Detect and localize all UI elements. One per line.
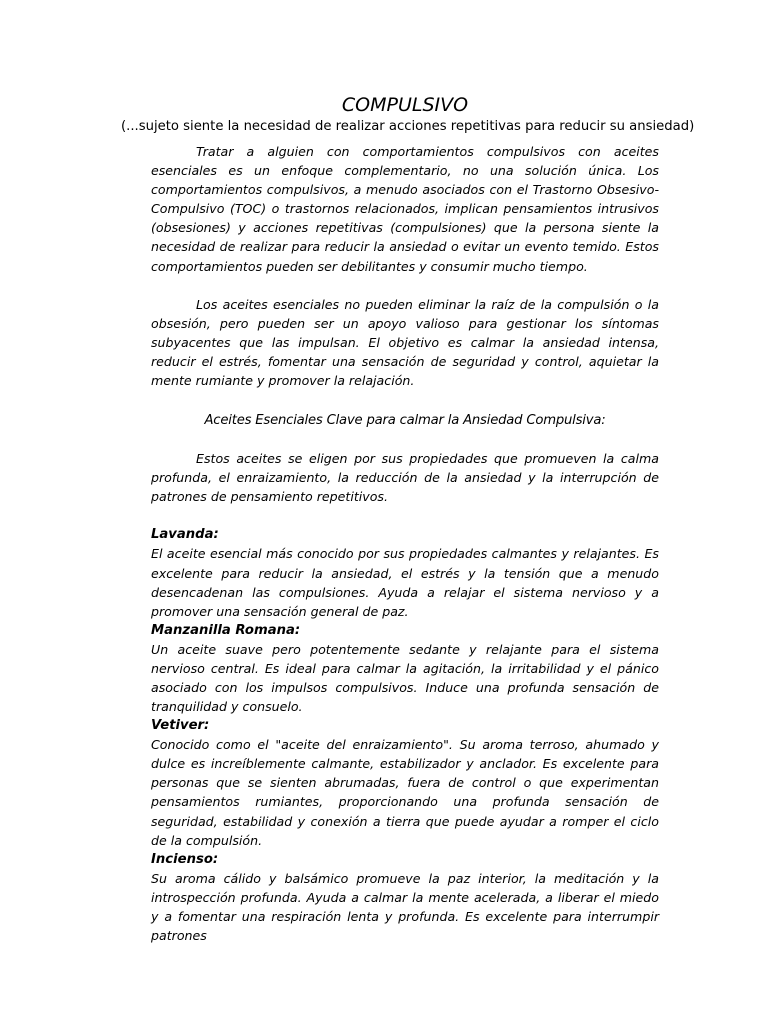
document-subtitle: (...sujeto siente la necesidad de realizar acciones repetitivas para reducir su ansiedad) [121,119,695,134]
section-heading: Aceites Esenciales Clave para calmar la Ansiedad Compulsiva: [204,413,606,429]
oil-description-lavanda: El aceite esencial más conocido por sus propiedades calmantes y relajantes. Es excelente para reducir la ansiedad, el estrés y la tensión que a menudo desencadenan las compulsiones. Ayuda a relajar el sistema nervioso y a promover una sensación general de paz. [151,546,659,619]
section-intro: Estos aceites se eligen por sus propiedades que promueven la calma profunda, el enraizamiento, la reducción de la ansiedad y la interrupción de patrones de pensamiento repetitivos. [151,451,659,505]
paragraph-spacer [151,276,659,295]
document-page [121,92,695,945]
paragraph-spacer [151,390,659,409]
intro-paragraph-2: Los aceites esenciales no pueden eliminar la raíz de la compulsión o la obsesión, pero pueden ser un apoyo valioso para gestionar los síntomas subyacentes que las impulsan. El objetivo es calmar la ansiedad intensa, reducir el estrés, fomentar una sensación de seguridad y control, aquietar la mente rumiante y promover la relajación. [151,296,659,389]
paragraph-spacer [151,430,659,449]
paragraph-spacer [151,506,659,525]
oil-name-incienso: Incienso: [151,851,219,867]
oil-name-lavanda: Lavanda: [151,527,219,543]
oil-description-vetiver: Conocido como el "aceite del enraizamiento". Su aroma terroso, ahumado y dulce es increíblemente calmante, estabilizador y anclador. Es excelente para personas que se sienten abrumadas, fuera de control o que experimentan pensamientos rumiantes, proporcionando una profunda sensación de seguridad, estabilidad y conexión a tierra que puede ayudar a romper el ciclo de la compulsión. [151,737,659,848]
oil-name-vetiver: Vetiver: [151,718,210,734]
oil-description-incienso: Su aroma cálido y balsámico promueve la paz interior, la meditación y la introspección profunda. Ayuda a calmar la mente acelerada, a liberar el miedo y a fomentar una respiración lenta y profunda. Es excelente para interrumpir patrones [151,870,659,943]
oil-name-manzanilla-romana: Manzanilla Romana: [151,622,301,638]
intro-paragraph-1: Tratar a alguien con comportamientos compulsivos con aceites esenciales es un enfoque complementario, no una solución única. Los comportamientos compulsivos, a menudo asociados con el Trastorno Obsesivo-Compulsivo (TOC) o trastornos relacionados, implican pensamientos intrusivos (obsesiones) y acciones repetitivas (compulsiones) que la persona siente la necesidad de realizar para reducir la ansiedad o evitar un evento temido. Estos comportamientos pueden ser debilitantes y consumir mucho tiempo. [151,144,659,274]
oil-description-manzanilla-romana: Un aceite suave pero potentemente sedante y relajante para el sistema nervioso central. Es ideal para calmar la agitación, la irritabilidad y el pánico asociado con los impulsos compulsivos. Induce una profunda sensación de tranquilidad y consuelo. [151,641,659,715]
document-title: COMPULSIVO [341,94,469,116]
